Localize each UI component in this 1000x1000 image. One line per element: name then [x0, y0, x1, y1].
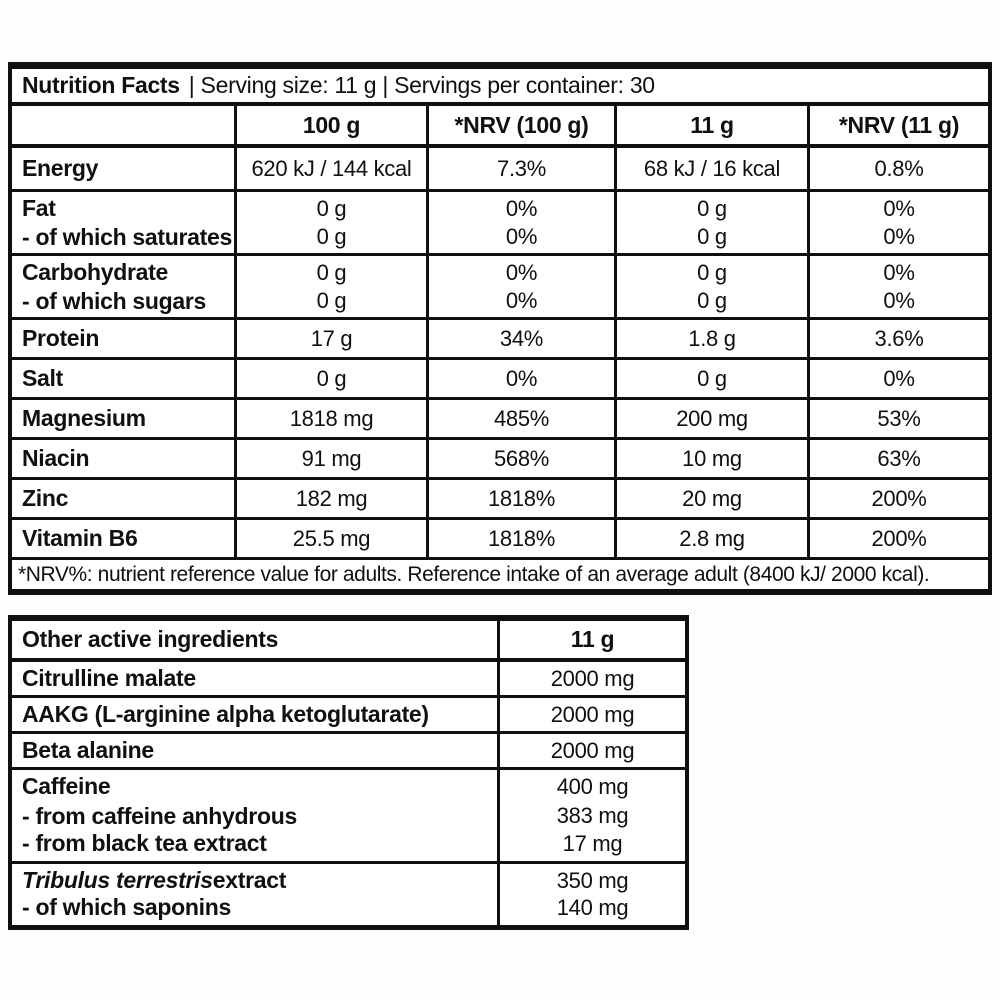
nutrition-facts-title: Nutrition Facts: [22, 72, 180, 98]
row-value-nrv-100g: 0%: [426, 287, 614, 317]
table-row-sugars: [12, 287, 988, 317]
row-amount: 140 mg: [497, 895, 685, 925]
row-value-11g: 20 mg: [614, 480, 807, 517]
other-ingredients-title: Other active ingredients: [22, 626, 279, 653]
row-amount: 2000 mg: [497, 662, 685, 695]
table-row-caffeine: [12, 767, 685, 801]
row-amount: 17 mg: [497, 831, 685, 861]
row-value-11g: 10 mg: [614, 440, 807, 477]
row-value-100g: 0 g: [234, 287, 426, 317]
row-value-11g: 0 g: [614, 192, 807, 223]
table-row-caffeine-anhydrous: [12, 801, 685, 831]
table-row-magnesium: [12, 397, 988, 437]
row-label: Caffeine: [22, 773, 111, 800]
row-value-nrv-100g: 568%: [426, 440, 614, 477]
row-label: - from black tea extract: [22, 830, 267, 857]
row-label: AAKG (L-arginine alpha ketoglutarate): [22, 701, 429, 728]
table-row-tribulus-terrestris: [12, 861, 685, 895]
table-row-protein: [12, 317, 988, 357]
row-value-nrv-100g: 1818%: [426, 480, 614, 517]
row-value-nrv-11g: 200%: [807, 480, 988, 517]
row-label: Zinc: [22, 485, 69, 512]
row-value-100g: 25.5 mg: [234, 520, 426, 557]
row-value-nrv-100g: 0%: [426, 223, 614, 253]
row-value-100g: 0 g: [234, 360, 426, 397]
row-amount: 2000 mg: [497, 734, 685, 767]
row-value-100g: 0 g: [234, 223, 426, 253]
row-value-nrv-11g: 3.6%: [807, 320, 988, 357]
row-value-100g: 91 mg: [234, 440, 426, 477]
row-label: Energy: [22, 155, 99, 182]
row-value-100g: 0 g: [234, 192, 426, 223]
other-ingredients-header-row: [12, 621, 685, 662]
row-value-11g: 68 kJ / 16 kcal: [614, 148, 807, 189]
row-amount: 350 mg: [497, 864, 685, 895]
table-row-aakg: [12, 695, 685, 731]
nutrition-facts-header: [12, 69, 988, 106]
row-label: Beta alanine: [22, 737, 154, 764]
row-value-100g: 182 mg: [234, 480, 426, 517]
row-label: [12, 864, 497, 895]
row-label: Protein: [22, 325, 100, 352]
row-label: Vitamin B6: [22, 525, 138, 552]
table-row-beta-alanine: [12, 731, 685, 767]
table-row-citrulline-malate: [12, 662, 685, 695]
table-row-black-tea-extract: [12, 831, 685, 861]
latin-name: Tribulus terrestris: [22, 867, 213, 894]
row-value-nrv-11g: 0%: [807, 192, 988, 223]
row-label: Salt: [22, 365, 63, 392]
row-label: - from caffeine anhydrous: [22, 802, 297, 829]
column-header-row: [12, 106, 988, 148]
row-label: Magnesium: [22, 405, 146, 432]
other-ingredients-amount-header: 11 g: [497, 621, 685, 658]
row-value-nrv-11g: 0%: [807, 360, 988, 397]
col-header-11g: 11 g: [614, 106, 807, 144]
row-value-nrv-11g: 0%: [807, 256, 988, 287]
row-value-nrv-11g: 0%: [807, 223, 988, 253]
row-label-rest: extract: [212, 867, 287, 894]
row-amount: 400 mg: [497, 770, 685, 801]
nutrition-facts-table: [8, 62, 992, 595]
row-value-nrv-100g: 34%: [426, 320, 614, 357]
other-active-ingredients-table: [8, 615, 689, 930]
row-label: Carbohydrate: [22, 259, 168, 286]
row-value-nrv-100g: 0%: [426, 256, 614, 287]
table-row-niacin: [12, 437, 988, 477]
row-value-100g: 1818 mg: [234, 400, 426, 437]
row-value-11g: 200 mg: [614, 400, 807, 437]
row-value-11g: 0 g: [614, 256, 807, 287]
row-value-nrv-100g: 1818%: [426, 520, 614, 557]
table-row-carbohydrate: [12, 253, 988, 287]
table-row-saponins: [12, 895, 685, 925]
row-label: Fat: [22, 195, 56, 222]
row-value-11g: 2.8 mg: [614, 520, 807, 557]
row-value-100g: 0 g: [234, 256, 426, 287]
row-value-nrv-11g: 53%: [807, 400, 988, 437]
table-row-energy: [12, 148, 988, 189]
row-value-nrv-11g: 200%: [807, 520, 988, 557]
row-value-nrv-11g: 63%: [807, 440, 988, 477]
row-value-nrv-11g: 0%: [807, 287, 988, 317]
row-value-11g: 0 g: [614, 360, 807, 397]
col-header-nrv-100g: *NRV (100 g): [426, 106, 614, 144]
row-value-nrv-11g: 0.8%: [807, 148, 988, 189]
table-row-zinc: [12, 477, 988, 517]
col-header-100g: 100 g: [234, 106, 426, 144]
row-amount: 2000 mg: [497, 698, 685, 731]
row-label: Citrulline malate: [22, 665, 196, 692]
col-header-blank: [12, 106, 234, 144]
row-label: Niacin: [22, 445, 90, 472]
row-value-100g: 620 kJ / 144 kcal: [234, 148, 426, 189]
row-label: - of which saponins: [22, 894, 231, 921]
table-row-salt: [12, 357, 988, 397]
row-value-nrv-100g: 485%: [426, 400, 614, 437]
nrv-footnote: *NRV%: nutrient reference value for adults. Reference intake of an average adult (8400 kJ/ 2000 kcal).: [12, 557, 988, 589]
row-value-nrv-100g: 0%: [426, 192, 614, 223]
row-amount: 383 mg: [497, 801, 685, 831]
row-value-nrv-100g: 7.3%: [426, 148, 614, 189]
row-label: - of which sugars: [22, 287, 207, 314]
row-value-11g: 0 g: [614, 223, 807, 253]
row-value-11g: 1.8 g: [614, 320, 807, 357]
row-value-nrv-100g: 0%: [426, 360, 614, 397]
table-row-vitamin-b6: [12, 517, 988, 557]
table-row-saturates: [12, 223, 988, 253]
row-value-11g: 0 g: [614, 287, 807, 317]
col-header-nrv-11g: *NRV (11 g): [807, 106, 988, 144]
serving-info: | Serving size: 11 g | Servings per container: 30: [188, 72, 655, 98]
row-label: - of which saturates: [22, 223, 232, 250]
row-value-100g: 17 g: [234, 320, 426, 357]
table-row-fat: [12, 189, 988, 223]
